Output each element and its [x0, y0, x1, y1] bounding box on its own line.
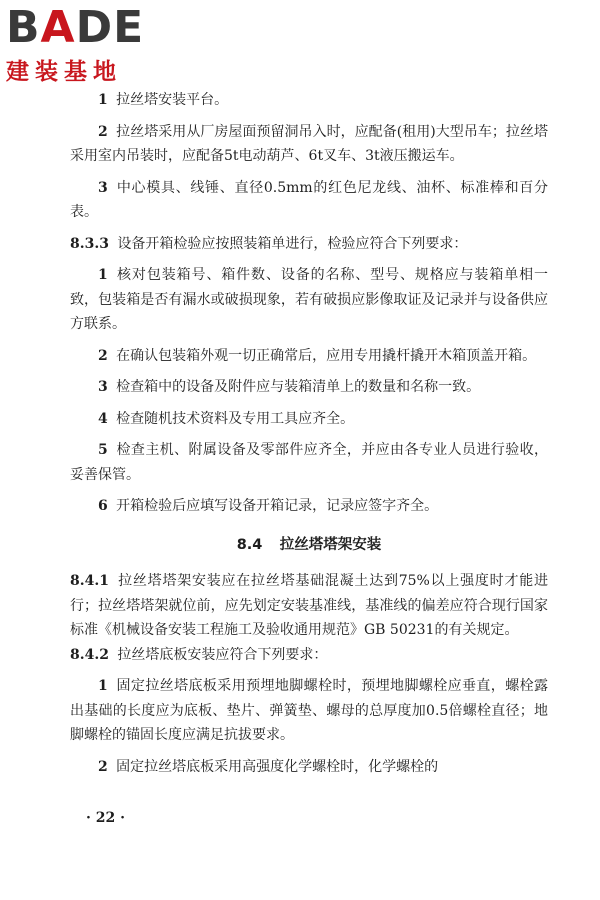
item-text: 检查随机技术资料及专用工具应齐全。 [116, 410, 355, 427]
item-number: 1 [98, 678, 108, 694]
clause [70, 569, 548, 643]
logo-subtitle: 建装基地 [6, 59, 122, 85]
item-number: 3 [98, 379, 108, 395]
item-number: 3 [98, 179, 108, 196]
page-number: · 22 · [86, 810, 125, 826]
section-number: 8.4 [236, 536, 263, 553]
clause-number: 8.4.2 [70, 646, 109, 663]
item-text: 中心模具、线锤、直径0.5mm的红色尼龙线、油杯、标准棒和百分表。 [70, 179, 548, 220]
list-item [70, 88, 548, 113]
item-number: 2 [98, 347, 108, 364]
item-number: 2 [98, 123, 108, 140]
item-number: 5 [98, 442, 108, 458]
item-number: 6 [98, 498, 108, 514]
list-item [70, 263, 548, 337]
list-item [70, 176, 548, 225]
item-number: 4 [98, 410, 108, 427]
list-item [70, 755, 548, 780]
list-item [70, 375, 548, 400]
clause [70, 643, 548, 668]
item-text: 检查主机、附属设备及零部件应齐全，并应由各专业人员进行验收，妥善保管。 [70, 442, 548, 483]
item-text: 拉丝塔采用从厂房屋面预留洞吊入时，应配备(租用)大型吊车；拉丝塔采用室内吊装时，应配备5t电动葫芦、6t叉车、3t液压搬运车。 [70, 123, 548, 164]
section-heading [70, 533, 548, 558]
list-item [70, 120, 548, 169]
document-body [70, 88, 548, 779]
section-title-text: 拉丝塔塔架安装 [279, 536, 382, 553]
list-item [70, 438, 548, 487]
clause-text: 设备开箱检验应按照装箱单进行，检验应符合下列要求： [117, 235, 468, 252]
item-text: 固定拉丝塔底板采用高强度化学螺栓时，化学螺栓的 [116, 758, 439, 775]
item-text: 在确认包装箱外观一切正确常后，应用专用撬杆撬开木箱顶盖开箱。 [116, 347, 537, 364]
clause-number: 8.3.3 [70, 235, 109, 252]
item-text: 开箱检验后应填写设备开箱记录，记录应签字齐全。 [116, 498, 439, 514]
item-number: 1 [98, 92, 108, 108]
item-number: 1 [98, 267, 108, 283]
clause-text: 拉丝塔塔架安装应在拉丝塔基础混凝土达到75%以上强度时才能进行；拉丝塔塔架就位前，应先划定安装基准线，基准线的偏差应符合现行国家标准《机械设备安装工程施工及验收通用规范》GB 50231的有关规定。 [70, 573, 548, 638]
list-item [70, 344, 548, 369]
list-item [70, 494, 548, 519]
item-text: 核对包装箱号、箱件数、设备的名称、型号、规格应与装箱单相一致，包装箱是否有漏水或破损现象，若有破损应影像取证及记录并与设备供应方联系。 [70, 267, 548, 332]
item-number: 2 [98, 758, 108, 775]
item-text: 固定拉丝塔底板采用预埋地脚螺栓时，预埋地脚螺栓应垂直，螺栓露出基础的长度应为底板、垫片、弹簧垫、螺母的总厚度加0.5倍螺栓直径；地脚螺栓的锚固长度应满足抗拔要求。 [70, 678, 548, 743]
item-text: 检查箱中的设备及附件应与装箱清单上的数量和名称一致。 [116, 379, 481, 395]
item-text: 拉丝塔安装平台。 [116, 92, 229, 108]
clause [70, 232, 548, 257]
bade-logo [6, 4, 176, 90]
clause-number: 8.4.1 [70, 573, 109, 589]
logo-wordmark [6, 4, 176, 52]
logo-brand: BADE [6, 2, 145, 53]
clause-text: 拉丝塔底板安装应符合下列要求： [117, 646, 328, 663]
list-item [70, 407, 548, 432]
list-item [70, 674, 548, 748]
